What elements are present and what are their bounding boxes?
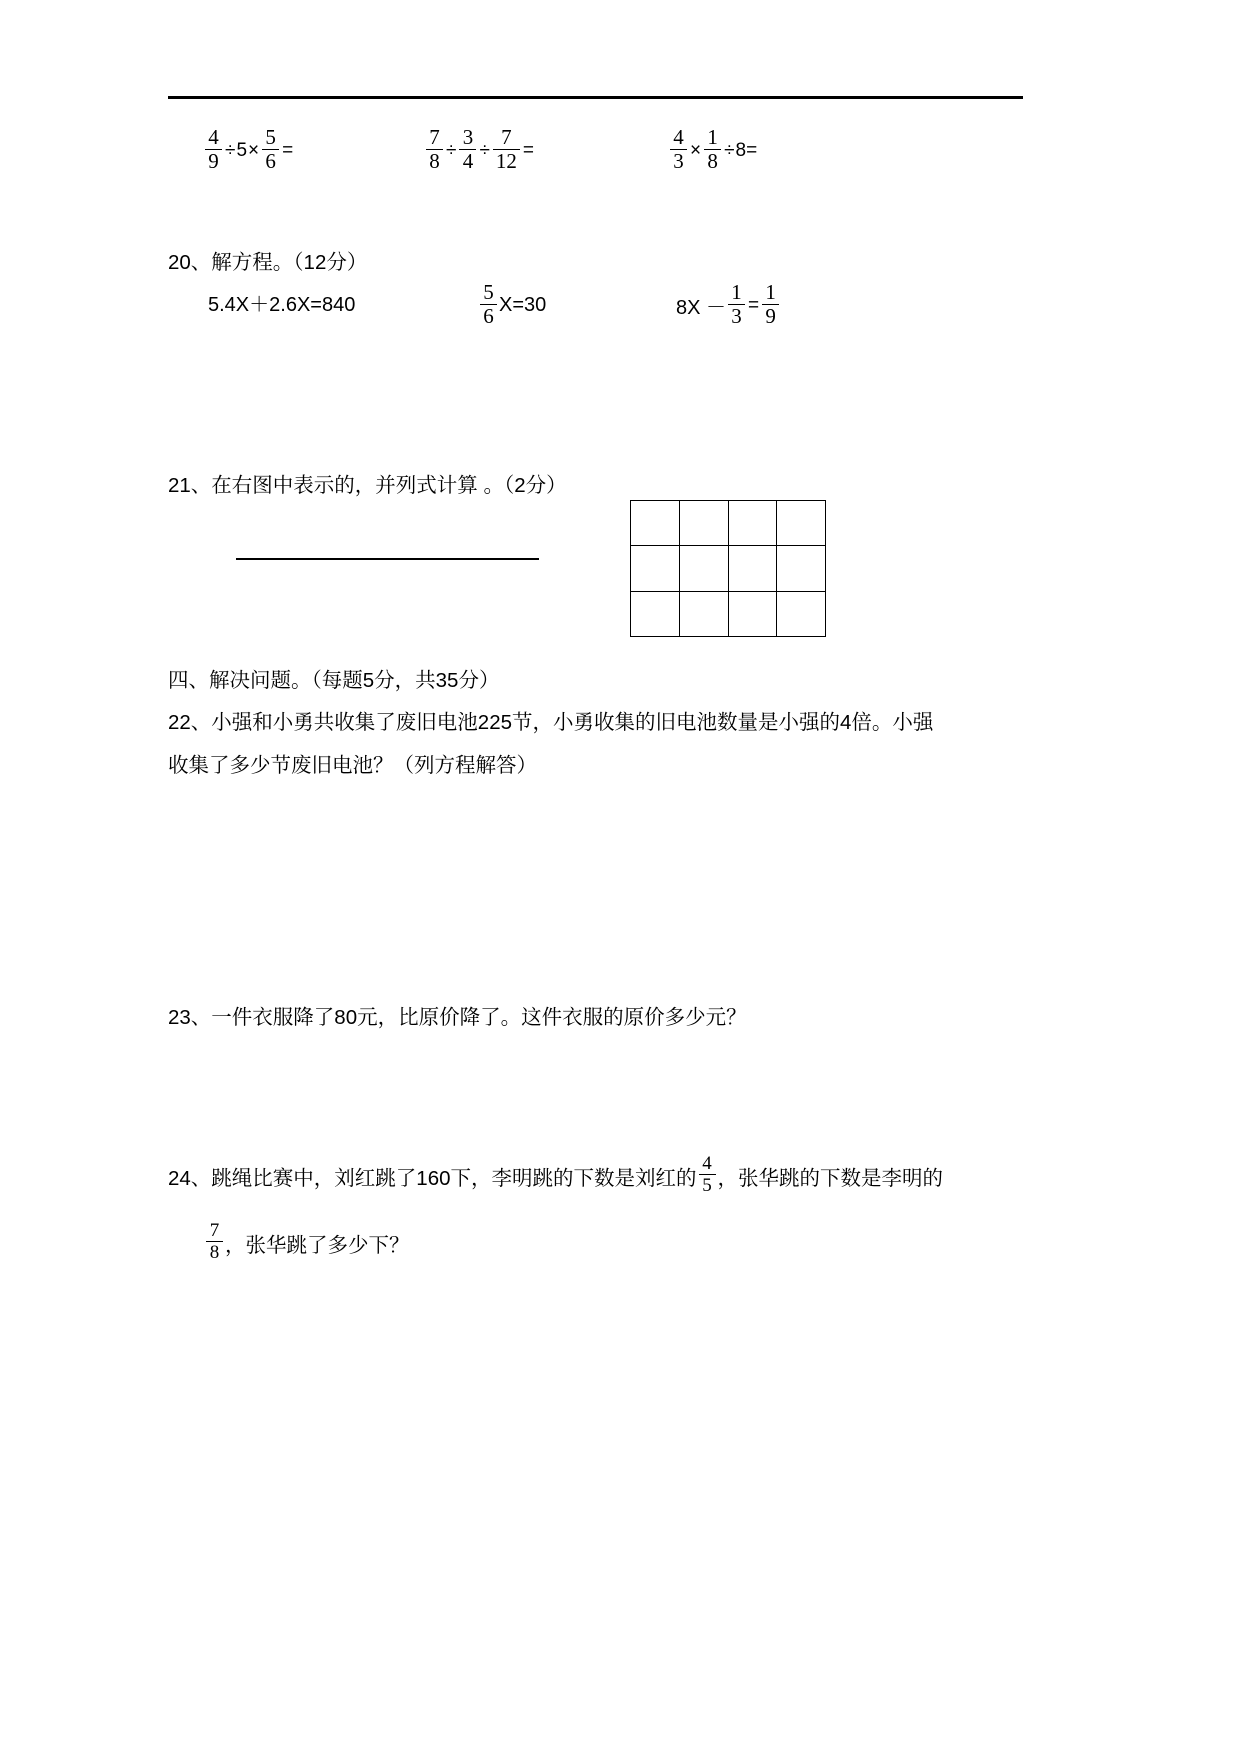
fraction-1-3 (728, 282, 745, 327)
fraction-7-8 (426, 127, 443, 172)
question-21-grid[interactable] (630, 500, 826, 637)
fraction-numerator: 7 (209, 1220, 220, 1241)
question-24-line-2 (204, 1222, 410, 1263)
fraction-denominator: 8 (429, 149, 440, 173)
operand-8-equals: 8= (735, 139, 758, 161)
grid-cell[interactable] (631, 592, 680, 637)
calc-expression-2 (424, 125, 535, 173)
question-20-equation-2 (478, 280, 547, 328)
operand-5: 5 (236, 139, 248, 161)
grid-cell[interactable] (680, 592, 729, 637)
fraction-denominator: 6 (483, 304, 494, 328)
operator-divide: ÷ (446, 139, 457, 161)
operator-equals: = (522, 139, 534, 161)
question-20-equation-1 (208, 288, 355, 317)
equation-lhs: 8X － (676, 297, 727, 319)
operator-equals: = (282, 139, 294, 161)
operator-divide: ÷ (225, 139, 236, 161)
question-23-line-1: 23、一件衣服降了80元，比原价降了。这件衣服的原价多少元？ (168, 1006, 747, 1029)
fraction-denominator: 9 (208, 149, 219, 173)
fraction-5-6 (480, 282, 497, 327)
fraction-4-5 (699, 1154, 716, 1195)
fraction-denominator: 3 (673, 149, 684, 173)
question-20-heading: 20、解方程。（12分） (168, 251, 368, 274)
question-21-answer-line[interactable] (236, 558, 539, 560)
question-24-text-c: ，张华跳了多少下？ (225, 1233, 410, 1257)
equation-text: 5.4X＋2.6X=840 (208, 294, 356, 316)
grid-cell[interactable] (777, 501, 826, 546)
question-22-line-2: 收集了多少节废旧电池？（列方程解答） (168, 754, 537, 777)
calc-expression-1 (203, 125, 294, 173)
fraction-1-8 (704, 127, 721, 172)
fraction-numerator: 4 (702, 1153, 712, 1174)
fraction-numerator: 7 (429, 125, 440, 149)
fraction-7-8 (206, 1221, 223, 1262)
question-24-text-b: ，张华跳的下数是李明的 (717, 1166, 944, 1190)
operator-multiply: × (690, 139, 702, 161)
fraction-numerator: 4 (208, 125, 219, 149)
calc-expression-3 (668, 125, 758, 173)
operator-multiply: × (248, 139, 260, 161)
operator-divide: ÷ (479, 139, 490, 161)
fraction-1-9 (762, 282, 779, 327)
fraction-denominator: 6 (265, 149, 276, 173)
grid-cell[interactable] (631, 546, 680, 591)
grid-cell[interactable] (777, 546, 826, 591)
fraction-4-3 (670, 127, 687, 172)
grid-cell[interactable] (631, 501, 680, 546)
grid-cell[interactable] (729, 546, 778, 591)
fraction-denominator: 5 (702, 1175, 712, 1196)
question-24-line-1 (168, 1155, 943, 1196)
grid-cell[interactable] (777, 592, 826, 637)
grid-cell[interactable] (729, 501, 778, 546)
fraction-numerator: 4 (673, 125, 684, 149)
fraction-denominator: 8 (707, 149, 718, 173)
fraction-numerator: 1 (765, 280, 776, 304)
operator-equals: = (748, 294, 760, 316)
fraction-denominator: 3 (731, 304, 742, 328)
question-20-equation-3 (676, 280, 781, 328)
fraction-denominator: 8 (209, 1242, 220, 1263)
fraction-numerator: 5 (265, 125, 276, 149)
section-4-heading: 四、解决问题。（每题5分，共35分） (168, 669, 500, 692)
fraction-numerator: 7 (501, 125, 512, 149)
header-divider (168, 96, 1023, 99)
question-21-heading: 21、在右图中表示的，并列式计算 。（2分） (168, 474, 567, 497)
equation-text: X=30 (499, 294, 547, 316)
fraction-denominator: 4 (462, 149, 474, 173)
question-22-line-1: 22、小强和小勇共收集了废旧电池225节，小勇收集的旧电池数量是小强的4倍。小强 (168, 711, 934, 734)
fraction-denominator: 12 (495, 149, 517, 173)
fraction-denominator: 9 (765, 304, 776, 328)
grid-cell[interactable] (680, 546, 729, 591)
grid-cell[interactable] (680, 501, 729, 546)
fraction-numerator: 5 (483, 280, 494, 304)
grid-cell[interactable] (729, 592, 778, 637)
fraction-numerator: 1 (731, 280, 742, 304)
fraction-7-12 (493, 127, 520, 172)
fraction-5-6 (262, 127, 279, 172)
operator-divide: ÷ (724, 139, 735, 161)
question-24-text-a: 24、跳绳比赛中，刘红跳了160下，李明跳的下数是刘红的 (168, 1166, 697, 1190)
fraction-3-4 (459, 127, 476, 172)
fraction-4-9 (205, 127, 222, 172)
fraction-numerator: 1 (707, 125, 718, 149)
fraction-numerator: 3 (462, 125, 474, 149)
